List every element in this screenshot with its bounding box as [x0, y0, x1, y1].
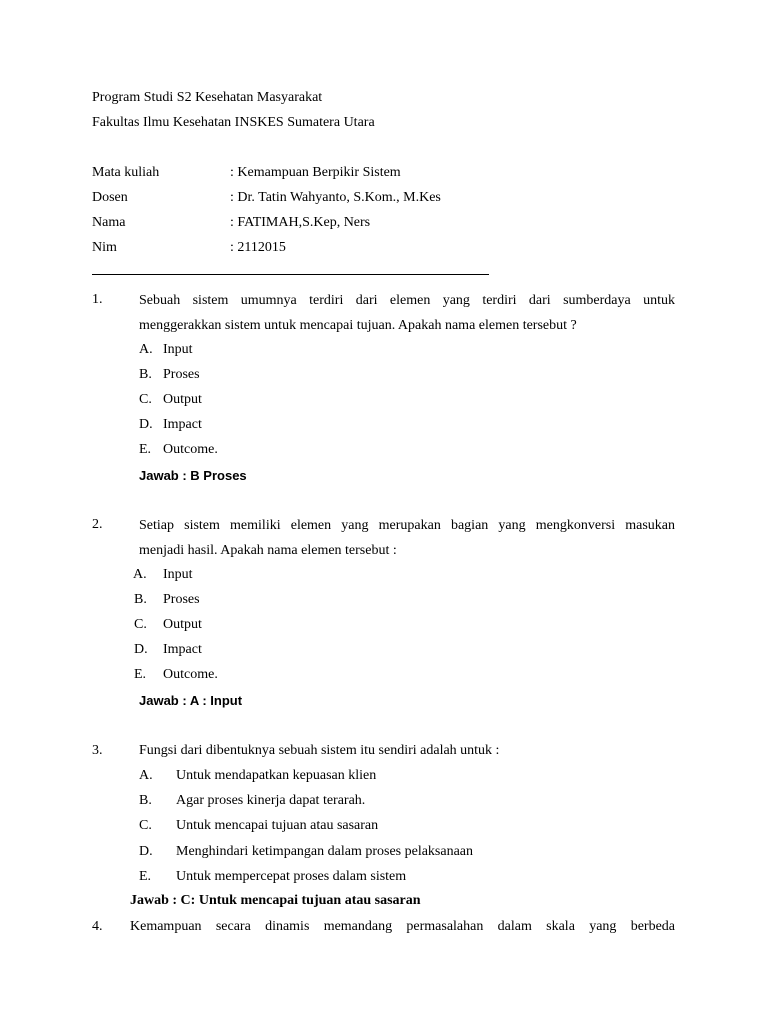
info-label-name: Nama — [92, 215, 126, 230]
q2-option-c-letter: C. — [134, 617, 147, 632]
q1-option-a-text: Input — [163, 342, 193, 357]
q3-option-a-letter: A. — [139, 768, 153, 783]
q3-option-c-text: Untuk mencapai tujuan atau sasaran — [176, 818, 379, 833]
q1-option-c-text: Output — [163, 392, 202, 407]
q2-option-b-text: Proses — [163, 592, 200, 607]
q1-option-e-text: Outcome. — [163, 442, 218, 457]
q3-option-c-letter: C. — [139, 818, 152, 833]
info-label-nim: Nim — [92, 240, 117, 255]
q4-word: secara — [215, 919, 251, 934]
q3-option-b-letter: B. — [139, 793, 152, 808]
question-2-number: 2. — [92, 517, 103, 532]
program-title: Program Studi S2 Kesehatan Masyarakat — [92, 90, 323, 105]
q1-option-b-letter: B. — [139, 367, 152, 382]
info-value-nim: : 2112015 — [230, 240, 286, 255]
info-value-course: : Kemampuan Berpikir Sistem — [230, 165, 401, 180]
q1-option-c-letter: C. — [139, 392, 152, 407]
q3-option-d-text: Menghindari ketimpangan dalam proses pelaksanaan — [176, 844, 474, 859]
q3-option-e-letter: E. — [139, 869, 152, 884]
q1-option-d-text: Impact — [163, 417, 202, 432]
q4-word: permasalahan — [406, 919, 484, 934]
q2-option-e-text: Outcome. — [163, 667, 218, 682]
info-value-name: : FATIMAH,S.Kep, Ners — [230, 215, 371, 230]
question-3-answer: Jawab : C: Untuk mencapai tujuan atau sasaran — [130, 893, 421, 908]
q2-option-c-text: Output — [163, 617, 202, 632]
q2-option-b-letter: B. — [134, 592, 147, 607]
question-4-number: 4. — [92, 919, 103, 934]
info-value-lecturer: : Dr. Tatin Wahyanto, S.Kom., M.Kes — [230, 190, 441, 205]
q4-word: berbeda — [630, 919, 675, 934]
info-label-lecturer: Dosen — [92, 190, 128, 205]
q4-word: Kemampuan — [130, 919, 202, 934]
q3-option-e-text: Untuk mempercepat proses dalam sistem — [176, 869, 407, 884]
question-4-text — [130, 918, 675, 936]
q3-option-a-text: Untuk mendapatkan kepuasan klien — [176, 768, 377, 783]
question-1-answer: Jawab : B Proses — [139, 468, 247, 483]
q4-word: dalam — [497, 919, 532, 934]
question-1-number: 1. — [92, 292, 103, 307]
q4-word: skala — [546, 919, 575, 934]
q4-word: memandang — [323, 919, 393, 934]
faculty-title: Fakultas Ilmu Kesehatan INSKES Sumatera Utara — [92, 115, 375, 130]
q2-option-d-letter: D. — [134, 642, 148, 657]
q4-word: dinamis — [265, 919, 310, 934]
q1-option-b-text: Proses — [163, 367, 200, 382]
question-1-line2: menggerakkan sistem untuk mencapai tujuan. Apakah nama elemen tersebut ? — [139, 318, 577, 333]
question-2-answer: Jawab : A : Input — [139, 693, 243, 708]
question-2-line2: menjadi hasil. Apakah nama elemen tersebut : — [139, 543, 397, 558]
info-label-course: Mata kuliah — [92, 165, 160, 180]
question-3-text: Fungsi dari dibentuknya sebuah sistem itu sendiri adalah untuk : — [139, 743, 500, 758]
question-2-line1: Setiap sistem memiliki elemen yang merupakan bagian yang mengkonversi masukan — [139, 518, 675, 533]
question-3-number: 3. — [92, 743, 103, 758]
q2-option-e-letter: E. — [134, 667, 147, 682]
q3-option-d-letter: D. — [139, 844, 153, 859]
q1-option-e-letter: E. — [139, 442, 152, 457]
q2-option-d-text: Impact — [163, 642, 202, 657]
q4-word: yang — [589, 919, 617, 934]
q1-option-a-letter: A. — [139, 342, 153, 357]
question-1-line1: Sebuah sistem umumnya terdiri dari elemen yang terdiri dari sumberdaya untuk — [139, 293, 675, 308]
separator-line — [92, 274, 489, 275]
q3-option-b-text: Agar proses kinerja dapat terarah. — [176, 793, 366, 808]
q1-option-d-letter: D. — [139, 417, 153, 432]
q2-option-a-text: Input — [163, 567, 193, 582]
q2-option-a-letter: A. — [133, 567, 147, 582]
